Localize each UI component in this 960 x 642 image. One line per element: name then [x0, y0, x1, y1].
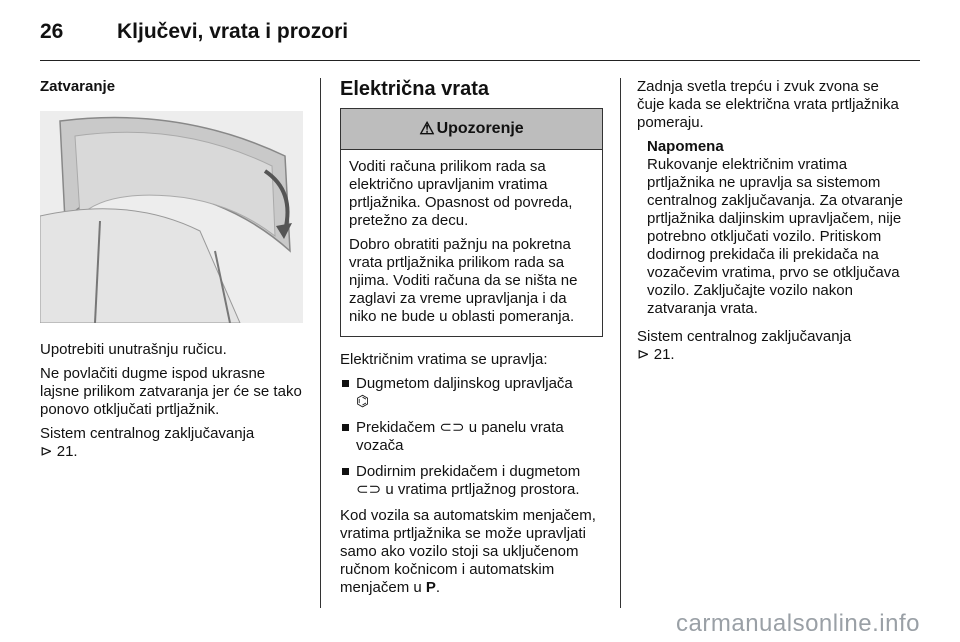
note-body: Rukovanje električnim vratima prtljažnika ne upravlja sa sistemom centralnog zaključavanja. Za otvaranje prtljažnika daljinskim upravljačem, nije potrebno otključati vozilo. Pritiskom dodirnog prekidača ili prekidača na vozačevim vratima, prvo se otključava vozilo. Zaključajte vozilo nakon zatvaranja vrata. [647, 156, 903, 317]
xref-text: Sistem centralnog zaključavanja [40, 425, 255, 442]
gear-position: P [425, 579, 436, 596]
column-divider [320, 78, 321, 608]
bullet-marker [342, 424, 349, 431]
warning-triangle-icon: ⚠ [419, 119, 435, 138]
tailgate-closing-illustration [40, 111, 303, 323]
paragraph [340, 507, 603, 597]
warning-title: Upozorenje [436, 120, 524, 137]
warning-paragraph: Dobro obratiti pažnju na pokretna vrata prtljažnika prilikom rada sa njima. Voditi računa da se ništa ne zaglavi za vreme upravljanja i da niko ne bude u oblasti pomeranja. [349, 236, 578, 325]
note-title: Napomena [647, 138, 724, 155]
column-middle [340, 78, 603, 603]
xref-page: 21. [56, 443, 78, 460]
paragraph: Električnim vratima se upravlja: [340, 351, 548, 368]
column-right [637, 78, 905, 370]
warning-header [341, 109, 602, 150]
paragraph: Zadnja svetla trepću i zvuk zvona se čuje kada se električna vrata prtljažnika pomeraju. [637, 78, 899, 131]
tailgate-icon: ⊂⊃ [356, 481, 382, 498]
watermark: carmanualsonline.info [676, 610, 920, 637]
column-divider [620, 78, 621, 608]
warning-paragraph: Voditi računa prilikom rada sa električno upravljanim vratima prtljažnika. Opasnost od povreda, pretežno za decu. [349, 158, 573, 229]
list-item-text: Dodirnim prekidačem i dugmetom [356, 463, 581, 480]
xref-text: Sistem centralnog zaključavanja [637, 328, 852, 345]
paragraph-text: Kod vozila sa automatskim menjačem, vratima prtljažnika se može upravljati samo ako vozilo stoji sa uključenom ručnom kočnicom i automatskim menjačem u [340, 507, 596, 596]
warning-body [341, 150, 602, 336]
note-box [637, 138, 905, 318]
paragraph: Upotrebiti unutrašnju ručicu. [40, 341, 227, 358]
xref-page: 21. [653, 346, 675, 363]
list-item-text: u vratima prtljažnog prostora. [385, 481, 580, 498]
cross-reference [637, 328, 905, 364]
xref-arrow-icon: ⊳ [40, 443, 53, 460]
section-subheading: Zatvaranje [40, 78, 116, 95]
list-item-text: vozača [356, 437, 404, 454]
xref-arrow-icon: ⊳ [637, 346, 650, 363]
list-item-text: Dugmetom daljinskog upravljača [356, 375, 573, 392]
page-number: 26 [40, 20, 64, 43]
list-item-text: u panelu vrata [468, 419, 564, 436]
remote-key-icon: ⌬ [356, 393, 370, 410]
warning-box [340, 108, 603, 337]
bullet-marker [342, 380, 349, 387]
bullet-marker [342, 468, 349, 475]
list-item [340, 375, 603, 411]
list-item [340, 463, 603, 499]
paragraph: Ne povlačiti dugme ispod ukrasne lajsne prilikom zatvaranja jer će se tako ponovo otključati prtljažnik. [40, 365, 302, 418]
list-item-text: Prekidačem [356, 419, 436, 436]
column-left [40, 78, 305, 467]
cross-reference [40, 425, 305, 461]
tailgate-icon: ⊂⊃ [439, 419, 465, 436]
page-header [40, 20, 920, 61]
page-title: Ključevi, vrata i prozori [117, 20, 349, 43]
paragraph-text: . [435, 579, 441, 596]
list-item [340, 419, 603, 455]
section-heading: Električna vrata [340, 78, 489, 100]
